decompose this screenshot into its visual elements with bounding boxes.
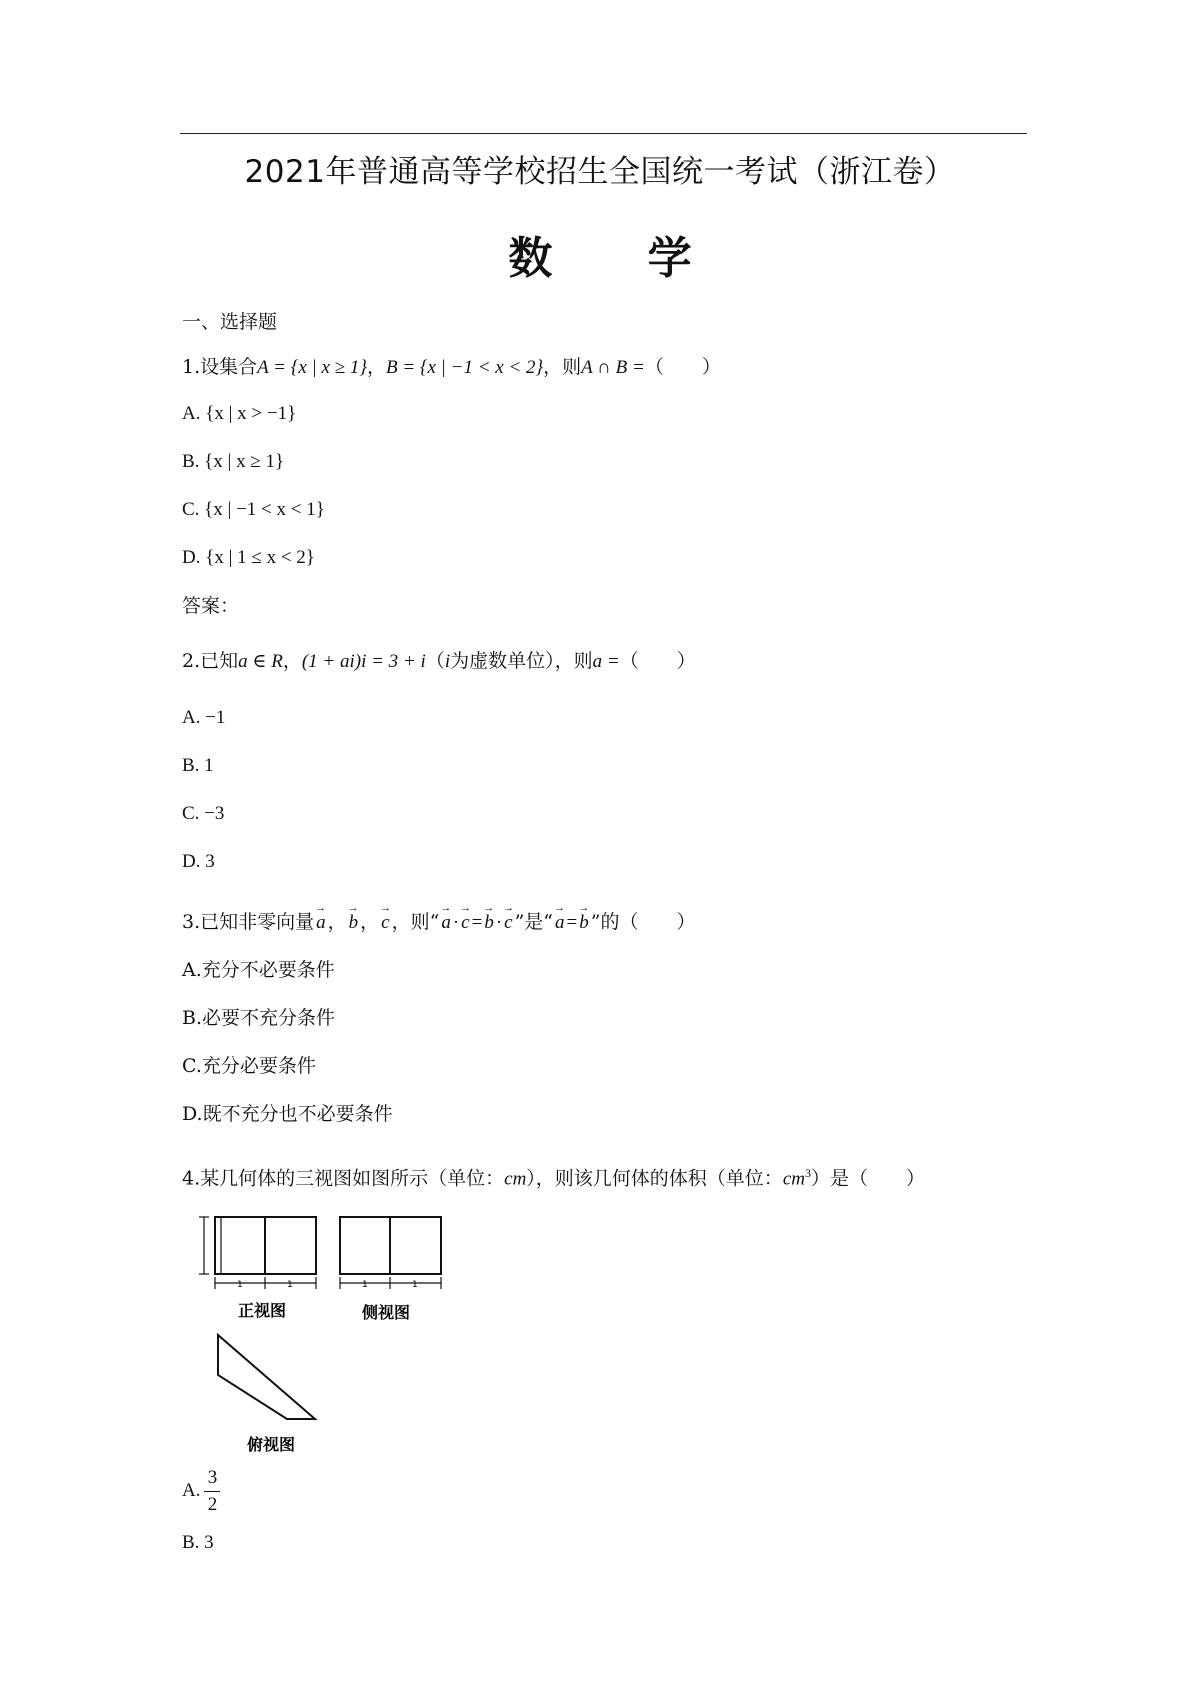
q2-option-b: B. 1 [182, 755, 214, 776]
question-3: 3.已知非零向量→ a ，→ b ，→ c ，则“→ a ·→ c =→ b ·→ c ”是“→ a =→ b ”的（ ） [182, 909, 695, 936]
vector-c: → c [379, 910, 391, 936]
top-view [218, 1335, 315, 1419]
q1-option-d: D. {x | 1 ≤ x < 2} [182, 547, 315, 568]
vector-b: → b [347, 910, 361, 936]
question-4: 4.某几何体的三视图如图所示（单位：cm），则该几何体的体积（单位：$cm^3$）是（ ） [182, 1166, 925, 1190]
three-view-figure [190, 1205, 460, 1455]
q3-option-d: D.既不充分也不必要条件 [182, 1103, 393, 1125]
dim-label: 1 [237, 1280, 243, 1290]
subject-title: 数 学 [508, 233, 732, 284]
question-1: 1.设集合A = {x | x ≥ 1}，B = {x | −1 < x < 2}，则A ∩ B =（ ） [182, 356, 721, 378]
q4-option-a: A. $\frac{3}{2}$ [182, 1467, 220, 1516]
q1-option-c: C. {x | −1 < x < 1} [182, 499, 325, 520]
front-view-label: 正视图 [238, 1301, 287, 1320]
dim-label: 1 [412, 1280, 418, 1290]
dim-label: 1 [287, 1280, 293, 1290]
q2-option-d: D. 3 [182, 851, 215, 872]
top-view-label: 俯视图 [247, 1435, 296, 1454]
q1-option-a: A. {x | x > −1} [182, 403, 297, 424]
side-view-label: 侧视图 [362, 1303, 411, 1322]
fraction: $\frac{3}{2}$ [204, 1467, 220, 1516]
q2-option-a: A. −1 [182, 707, 226, 728]
q3-option-b: B.必要不充分条件 [182, 1007, 336, 1029]
exam-title: 2021年普通高等学校招生全国统一考试（浙江卷） [244, 154, 956, 190]
q4-option-b: B. 3 [182, 1532, 214, 1553]
header-rule [180, 133, 1027, 134]
q3-option-a: A.充分不必要条件 [182, 959, 335, 981]
q1-option-b: B. {x | x ≥ 1} [182, 451, 285, 472]
vector-a: → a [314, 910, 328, 936]
q3-option-c: C.充分必要条件 [182, 1055, 316, 1077]
answer-label: 答案： [182, 595, 240, 617]
side-view [340, 1217, 441, 1289]
section-heading: 一、选择题 [182, 311, 278, 333]
front-view [199, 1217, 316, 1289]
q2-option-c: C. −3 [182, 803, 225, 824]
question-2: 2.已知a ∈ R，(1 + ai)i = 3 + i（i为虚数单位），则a =（ ） [182, 650, 696, 672]
dim-label: 1 [362, 1280, 368, 1290]
